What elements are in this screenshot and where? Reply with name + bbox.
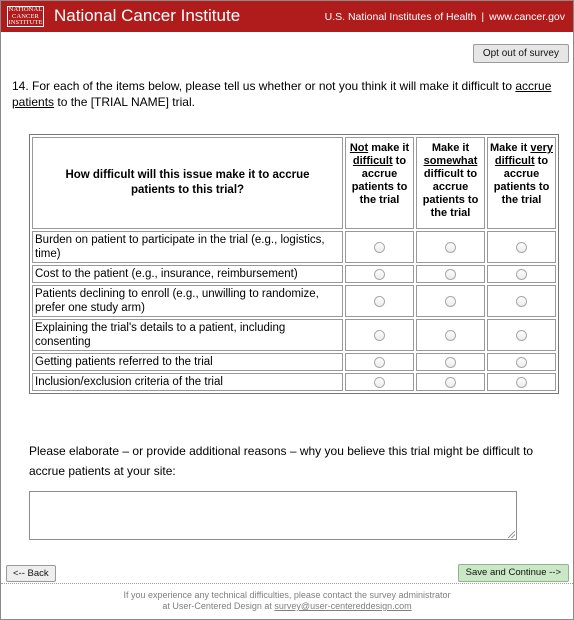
footer-divider <box>1 583 573 584</box>
elaborate-prompt: Please elaborate – or provide additional reasons – why you believe this trial might be difficult to accrue patients at your site: <box>29 444 534 478</box>
reasons-textarea[interactable] <box>29 491 517 540</box>
radio-not-difficult[interactable] <box>374 242 385 253</box>
table-row <box>32 285 556 317</box>
header-separator: | <box>481 11 485 23</box>
radio-somewhat-difficult[interactable] <box>445 330 456 341</box>
cancer-gov-link[interactable]: www.cancer.gov <box>489 11 565 23</box>
table-row <box>32 231 556 263</box>
radio-very-difficult[interactable] <box>516 377 527 388</box>
footer <box>1 590 573 612</box>
row-label: Inclusion/exclusion criteria of the trial <box>32 373 343 391</box>
question-text: 14. For each of the items below, please tell us whether or not you think it will make it difficult to accrue patients to the [TRIAL NAME] trial. <box>12 79 552 109</box>
support-email-link[interactable]: survey@user-centereddesign.com <box>274 601 412 611</box>
opt-out-button[interactable]: Opt out of survey <box>473 44 569 63</box>
radio-very-difficult[interactable] <box>516 296 527 307</box>
radio-somewhat-difficult[interactable] <box>445 242 456 253</box>
table-row <box>32 373 556 391</box>
matrix-question-header: How difficult will this issue make it to accrue patients to this trial? <box>32 137 343 229</box>
radio-somewhat-difficult[interactable] <box>445 269 456 280</box>
radio-not-difficult[interactable] <box>374 269 385 280</box>
row-label: Explaining the trial's details to a patient, including consenting <box>32 319 343 351</box>
footer-contact-text: at User-Centered Design at <box>162 601 275 611</box>
nci-logo: NATIONAL CANCER INSTITUTE <box>8 6 43 27</box>
footer-support-text: If you experience any technical difficulties, please contact the survey administrator <box>123 590 451 600</box>
row-label: Cost to the patient (e.g., insurance, reimbursement) <box>32 265 343 283</box>
back-button[interactable]: <-- Back <box>6 565 56 582</box>
resize-grip-icon[interactable] <box>508 531 515 538</box>
table-row <box>32 319 556 351</box>
radio-very-difficult[interactable] <box>516 242 527 253</box>
site-title: National Cancer Institute <box>54 6 241 25</box>
row-label: Patients declining to enroll (e.g., unwilling to randomize, prefer one study arm) <box>32 285 343 317</box>
row-label: Burden on patient to participate in the trial (e.g., logistics, time) <box>32 231 343 263</box>
accrue-patients-term[interactable]: accrue patients <box>12 79 552 109</box>
radio-very-difficult[interactable] <box>516 269 527 280</box>
column-not-difficult: Not make it difficult to accrue patients to the trial <box>345 137 414 229</box>
radio-not-difficult[interactable] <box>374 330 385 341</box>
radio-not-difficult[interactable] <box>374 377 385 388</box>
header-links <box>325 10 565 24</box>
radio-very-difficult[interactable] <box>516 357 527 368</box>
difficulty-matrix <box>29 134 559 394</box>
column-very-difficult: Make it very difficult to accrue patients to the trial <box>487 137 556 229</box>
save-continue-button[interactable]: Save and Continue --> <box>458 564 569 582</box>
table-row <box>32 265 556 283</box>
radio-somewhat-difficult[interactable] <box>445 377 456 388</box>
radio-not-difficult[interactable] <box>374 296 385 307</box>
column-somewhat-difficult: Make it somewhat difficult to accrue patients to the trial <box>416 137 485 229</box>
radio-not-difficult[interactable] <box>374 357 385 368</box>
nih-link[interactable]: U.S. National Institutes of Health <box>324 11 477 23</box>
radio-very-difficult[interactable] <box>516 330 527 341</box>
radio-somewhat-difficult[interactable] <box>445 296 456 307</box>
table-row <box>32 353 556 371</box>
radio-somewhat-difficult[interactable] <box>445 357 456 368</box>
site-header <box>1 1 573 32</box>
row-label: Getting patients referred to the trial <box>32 353 343 371</box>
